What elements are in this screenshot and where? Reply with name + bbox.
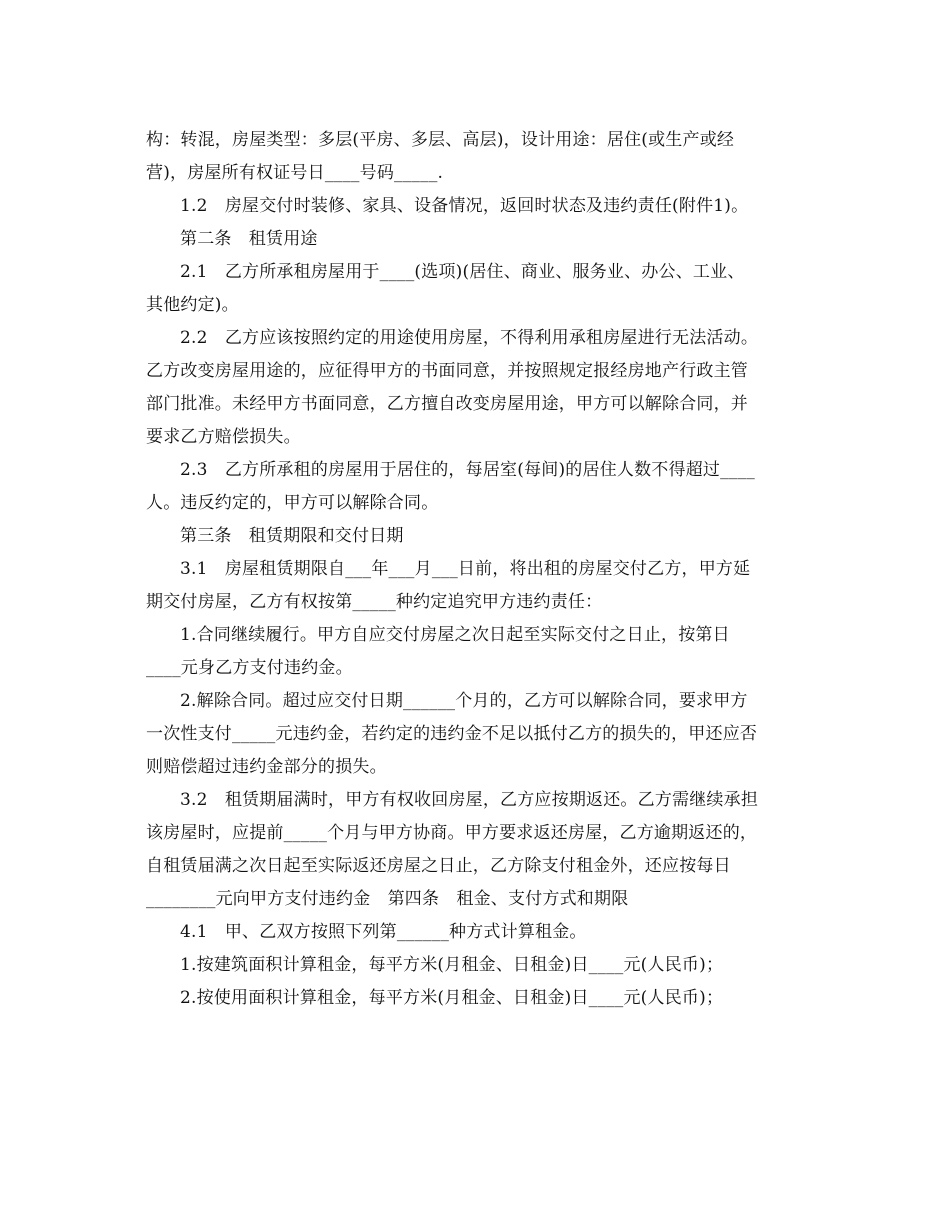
- text-line: 2.按使用面积计算租金，每平方米(月租金、日租金)日____元(人民币)；: [180, 988, 724, 1008]
- text-line: 构：转混，房屋类型：多层(平房、多层、高层)，设计用途：居住(或生产或经: [146, 130, 735, 150]
- text-line: 2.3 乙方所承租的房屋用于居住的，每居室(每间)的居住人数不得超过____: [180, 460, 755, 480]
- text-line: 2.解除合同。超过应交付日期______个月的，乙方可以解除合同，要求甲方: [180, 691, 748, 711]
- text-line: 第三条 租赁期限和交付日期: [180, 526, 404, 546]
- text-line: 1.2 房屋交付时装修、家具、设备情况，返回时状态及违约责任(附件1)。: [180, 196, 749, 216]
- text-line: 2.2 乙方应该按照约定的用途使用房屋，不得利用承租房屋进行无法活动。: [180, 328, 759, 348]
- text-line: 第二条 租赁用途: [180, 229, 318, 249]
- text-line: 3.1 房屋租赁期限自___年___月___日前，将出租的房屋交付乙方，甲方延: [180, 559, 751, 579]
- text-line: 2.1 乙方所承租房屋用于____(选项)(居住、商业、服务业、办公、工业、: [180, 262, 745, 282]
- text-line: 营)，房屋所有权证号日____号码_____.: [146, 163, 444, 183]
- text-line: ____元身乙方支付违约金。: [146, 658, 353, 678]
- contract-text-body: [146, 124, 808, 1015]
- text-line: 期交付房屋，乙方有权按第_____种约定追究甲方违约责任：: [146, 592, 603, 612]
- text-line: 要求乙方赔偿损失。: [146, 427, 301, 447]
- text-line: 3.2 租赁期届满时，甲方有权收回房屋，乙方应按期返还。乙方需继续承担: [180, 790, 759, 810]
- text-line: 则赔偿超过违约金部分的损失。: [146, 757, 387, 777]
- text-line: 1.按建筑面积计算租金，每平方米(月租金、日租金)日____元(人民币)；: [180, 955, 724, 975]
- text-line: 一次性支付_____元违约金，若约定的违约金不足以抵付乙方的损失的，甲还应否: [146, 724, 758, 744]
- text-line: 乙方改变房屋用途的，应征得甲方的书面同意，并按照规定报经房地产行政主管: [146, 361, 748, 381]
- text-line: 其他约定)。: [146, 295, 239, 315]
- text-line: 4.1 甲、乙双方按照下列第______种方式计算租金。: [180, 922, 587, 942]
- text-line: 该房屋时，应提前_____个月与甲方协商。甲方要求返还房屋，乙方逾期返还的，: [146, 823, 758, 843]
- text-line: 1.合同继续履行。甲方自应交付房屋之次日起至实际交付之日止，按第日: [180, 625, 730, 645]
- text-line: 部门批准。未经甲方书面同意，乙方擅自改变房屋用途，甲方可以解除合同，并: [146, 394, 748, 414]
- text-line: ________元向甲方支付违约金 第四条 租金、支付方式和期限: [146, 889, 629, 909]
- text-line: 自租赁届满之次日起至实际返还房屋之日止，乙方除支付租金外，还应按每日: [146, 856, 731, 876]
- text-line: 人。违反约定的，甲方可以解除合同。: [146, 493, 439, 513]
